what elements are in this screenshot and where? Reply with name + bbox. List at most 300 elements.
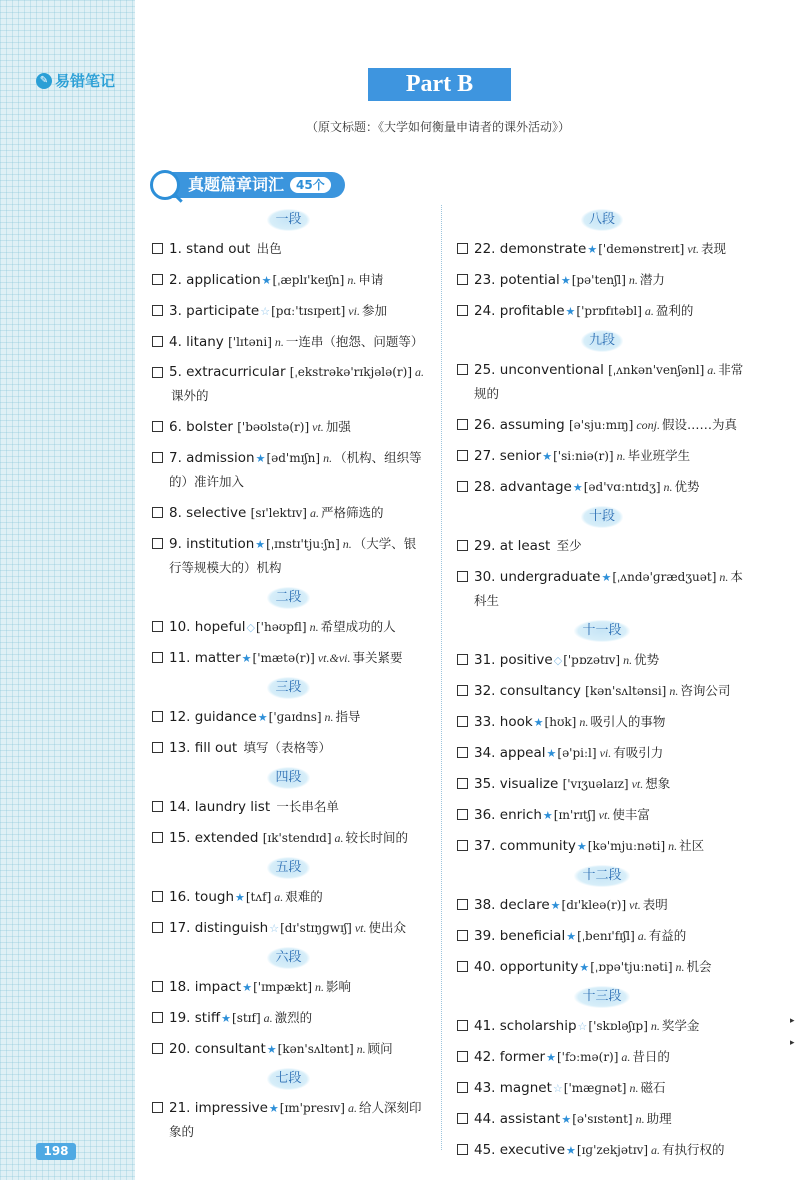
entry-meaning: 助理 — [646, 1110, 672, 1126]
entry-pos: n. — [324, 709, 334, 724]
entry-pos: n. — [635, 1111, 645, 1126]
entry-word: 42. former — [474, 1048, 546, 1065]
checkbox[interactable] — [152, 367, 163, 378]
entry-meaning: 有执行权的 — [662, 1141, 725, 1157]
paragraph-header — [152, 586, 425, 608]
entry-meaning: 昔日的 — [632, 1048, 670, 1064]
entry-word: 7. admission — [169, 449, 255, 466]
entry-text — [474, 1076, 747, 1100]
frequency-star-icon: ★ — [546, 1050, 556, 1064]
entry-pos: n. — [650, 1018, 660, 1033]
entry-word: 24. profitable — [474, 302, 565, 319]
vocab-entry — [457, 1072, 747, 1103]
checkbox[interactable] — [152, 652, 163, 663]
entry-phonetic: [kə'mjuːnəti] — [587, 838, 666, 853]
paragraph-label: 七段 — [267, 1068, 309, 1090]
checkbox[interactable] — [457, 809, 468, 820]
entry-phonetic: [pə'tenʃl] — [571, 272, 626, 287]
entry-pos: vt. — [687, 241, 700, 256]
checkbox[interactable] — [152, 1012, 163, 1023]
entry-text — [474, 565, 747, 613]
entry-meaning: 申请 — [358, 271, 384, 287]
checkbox[interactable] — [152, 336, 163, 347]
checkbox[interactable] — [457, 540, 468, 551]
entry-phonetic: [stɪf] — [232, 1010, 261, 1025]
checkbox[interactable] — [457, 1051, 468, 1062]
vocab-entry — [152, 326, 425, 357]
checkbox[interactable] — [457, 243, 468, 254]
entry-word: 13. fill out — [169, 739, 238, 756]
entry-text — [474, 710, 747, 734]
entry-text — [474, 1107, 747, 1131]
entry-word: 31. positive — [474, 651, 553, 668]
vocab-entry — [152, 233, 425, 264]
entry-meaning: 事关紧要 — [352, 649, 403, 665]
entry-phonetic: ['mætə(r)] — [252, 650, 315, 665]
entry-pos: vt. — [354, 920, 367, 935]
entry-phonetic: [dɪ'kleə(r)] — [561, 897, 627, 912]
entry-pos: vi. — [599, 745, 612, 760]
entry-pos: vi. — [348, 303, 360, 318]
checkbox[interactable] — [457, 1082, 468, 1093]
entry-text — [169, 361, 425, 408]
checkbox[interactable] — [457, 571, 468, 582]
entry-meaning: 一长串名单 — [276, 798, 339, 814]
checkbox[interactable] — [457, 274, 468, 285]
entry-pos: a. — [347, 1100, 357, 1115]
entry-phonetic: [əd'mɪʃn] — [266, 450, 321, 465]
entry-meaning: 本科生 — [474, 568, 743, 608]
vocab-entry — [152, 528, 425, 583]
entry-meaning: 课外的 — [171, 387, 209, 403]
sidebar-panel — [0, 0, 135, 1180]
entry-text — [474, 679, 747, 703]
entry-pos: vt. — [598, 807, 611, 822]
vocab-entry — [152, 971, 425, 1002]
entry-pos: a. — [274, 889, 284, 904]
entry-pos: n. — [274, 334, 284, 349]
entry-text — [169, 826, 425, 850]
vocab-entry — [457, 1103, 747, 1134]
entry-meaning: 指导 — [335, 708, 361, 724]
entry-text — [169, 1006, 425, 1030]
entry-text — [474, 534, 747, 558]
checkbox[interactable] — [457, 481, 468, 492]
entry-text — [474, 1045, 747, 1069]
entry-meaning: 优势 — [674, 478, 700, 494]
entry-meaning: 至少 — [556, 537, 582, 553]
entry-meaning: 盈利的 — [655, 302, 694, 318]
paragraph-label: 十段 — [581, 506, 623, 528]
entry-pos: n. — [629, 1080, 639, 1095]
entry-meaning: 较长时间的 — [345, 829, 409, 845]
checkbox[interactable] — [457, 419, 468, 430]
vocab-entry — [457, 675, 747, 706]
entry-text — [474, 444, 747, 468]
frequency-star-icon: ☆ — [260, 304, 271, 318]
entry-pos: n. — [628, 272, 638, 287]
paragraph-header — [457, 619, 747, 641]
entry-meaning: 咨询公司 — [680, 682, 731, 698]
vocab-entry — [457, 1041, 747, 1072]
margin-arrow-icon: ▸ — [790, 1016, 795, 1026]
entry-meaning: 希望成功的人 — [320, 618, 396, 634]
entry-meaning: 影响 — [326, 978, 352, 994]
entry-word: 4. litany — [169, 333, 224, 350]
checkbox[interactable] — [152, 742, 163, 753]
entry-text — [169, 501, 425, 525]
checkbox[interactable] — [152, 922, 163, 933]
vocab-entry — [152, 881, 425, 912]
entry-word: 9. institution — [169, 535, 255, 552]
entry-meaning: 非常规的 — [474, 361, 744, 401]
entry-phonetic: [ə'piːl] — [557, 745, 597, 760]
entry-phonetic: [əd'vɑːntɪdʒ] — [583, 479, 661, 494]
checkbox[interactable] — [152, 981, 163, 992]
entry-word: 20. consultant — [169, 1040, 266, 1057]
entry-word: 5. extracurricular — [169, 363, 286, 380]
checkbox[interactable] — [152, 305, 163, 316]
entry-phonetic: ['prɒfɪtəbl] — [576, 303, 642, 318]
entry-word: 30. undergraduate — [474, 568, 601, 585]
entry-word: 28. advantage — [474, 478, 572, 495]
entry-meaning: 给人深刻印象的 — [169, 1099, 422, 1139]
entry-text — [474, 893, 747, 917]
vocab-entry — [457, 530, 747, 561]
entry-word: 37. community — [474, 837, 576, 854]
entry-phonetic: [tʌf] — [245, 889, 272, 904]
checkbox[interactable] — [152, 891, 163, 902]
pen-icon: ✎ — [36, 73, 52, 89]
entry-text — [169, 646, 425, 670]
frequency-star-icon: ★ — [261, 273, 272, 287]
frequency-star-icon: ★ — [550, 898, 561, 912]
checkbox[interactable] — [152, 801, 163, 812]
vocab-entry — [457, 951, 747, 982]
vocab-entry — [152, 611, 425, 642]
entry-word: 36. enrich — [474, 806, 542, 823]
paragraph-header — [457, 208, 747, 230]
section-label: 真题篇章词汇 — [188, 175, 285, 194]
vocab-entry — [152, 642, 425, 673]
entry-phonetic: [ˌʌndə'ɡrædʒuət] — [612, 569, 717, 584]
frequency-star-icon: ★ — [546, 746, 557, 760]
entry-text — [169, 330, 425, 354]
entry-meaning: （机构、组织等的）准许加入 — [169, 449, 422, 489]
checkbox[interactable] — [152, 832, 163, 843]
entry-phonetic: [ɪn'rɪtʃ] — [553, 807, 596, 822]
checkbox[interactable] — [457, 1113, 468, 1124]
entry-word: 39. beneficial — [474, 927, 566, 944]
page-title: Part B — [368, 68, 511, 101]
vocab-entry — [152, 1033, 425, 1064]
entry-phonetic: [kən'sʌltənt] — [277, 1041, 354, 1056]
margin-marks — [790, 1010, 795, 1054]
checkbox[interactable] — [152, 452, 163, 463]
checkbox[interactable] — [457, 716, 468, 727]
entry-phonetic: ['vɪʒuəlaɪz] — [562, 776, 629, 791]
entry-meaning: 有益的 — [648, 927, 687, 943]
entry-phonetic: ['siːniə(r)] — [553, 448, 614, 463]
magnifier-icon — [150, 170, 180, 200]
entry-phonetic: [ˌɒpə'tjuːnəti] — [590, 959, 673, 974]
vocab-entry — [457, 1134, 747, 1165]
checkbox[interactable] — [457, 685, 468, 696]
entry-text — [474, 1138, 747, 1162]
vocab-entry — [457, 354, 747, 409]
vocab-entry — [457, 1010, 747, 1041]
entry-pos: n. — [342, 536, 352, 551]
entry-pos: n. — [347, 272, 357, 287]
entry-word: 10. hopeful — [169, 618, 246, 635]
entry-text — [474, 834, 747, 858]
entry-meaning: 一连串（抱怨、问题等） — [285, 333, 424, 349]
brand-text: 易错笔记 — [55, 72, 116, 90]
entry-phonetic: [ˌbenɪ'fɪʃl] — [577, 928, 635, 943]
entry-pos: n. — [623, 652, 633, 667]
entry-word: 27. senior — [474, 447, 542, 464]
frequency-star-icon: ★ — [587, 242, 598, 256]
vocab-entry — [152, 1002, 425, 1033]
checkbox[interactable] — [457, 450, 468, 461]
entry-pos: a. — [637, 928, 647, 943]
entry-pos: n. — [309, 619, 319, 634]
entry-word: 23. potential — [474, 271, 560, 288]
right-word-column — [457, 205, 747, 1165]
entry-phonetic: [sɪ'lektɪv] — [250, 505, 307, 520]
entry-meaning: 填写（表格等） — [243, 739, 331, 755]
vocab-entry — [152, 912, 425, 943]
entry-phonetic: [ˌɪnstɪ'tjuːʃn] — [266, 536, 340, 551]
paragraph-header — [152, 208, 425, 230]
entry-meaning: 表明 — [642, 896, 668, 912]
entry-phonetic: ['ɪmpækt] — [253, 979, 313, 994]
paragraph-label: 十二段 — [574, 865, 629, 887]
entry-text — [169, 615, 425, 639]
entry-text — [169, 975, 425, 999]
entry-phonetic: [kən'sʌltənsi] — [585, 683, 667, 698]
entry-pos: n. — [323, 450, 333, 465]
vocab-entry — [152, 497, 425, 528]
entry-text — [169, 446, 425, 494]
entry-meaning: 艰难的 — [285, 888, 323, 904]
frequency-star-icon: ★ — [566, 1143, 576, 1157]
entry-phonetic: [dɪ'stɪŋɡwɪʃ] — [280, 920, 352, 935]
entry-meaning: 表现 — [701, 240, 727, 256]
entry-word: 15. extended — [169, 829, 259, 846]
vocab-entry — [152, 295, 425, 326]
checkbox[interactable] — [457, 654, 468, 665]
entry-word: 17. distinguish — [169, 919, 269, 936]
margin-arrow-icon: ▸ — [790, 1038, 795, 1048]
entry-phonetic: ['ɡaɪdns] — [268, 709, 322, 724]
entry-text — [169, 415, 425, 439]
entry-word: 41. scholarship — [474, 1017, 577, 1034]
entry-text — [169, 885, 425, 909]
entry-phonetic: [ɪɡ'zekjətɪv] — [576, 1142, 649, 1157]
entry-meaning: 磁石 — [640, 1079, 666, 1095]
checkbox[interactable] — [152, 1043, 163, 1054]
checkbox[interactable] — [152, 274, 163, 285]
entry-word: 3. participate — [169, 302, 260, 319]
entry-pos: n. — [616, 448, 626, 463]
vocab-entry — [457, 768, 747, 799]
vocab-entry — [152, 442, 425, 497]
entry-pos: a. — [644, 303, 654, 318]
frequency-star-icon: ★ — [255, 451, 266, 465]
entry-meaning: 机会 — [686, 958, 712, 974]
checkbox[interactable] — [457, 747, 468, 758]
paragraph-header — [152, 856, 425, 878]
entry-word: 14. laundry list — [169, 798, 271, 815]
frequency-star-icon: ★ — [542, 449, 553, 463]
paragraph-header — [457, 505, 747, 527]
entry-text — [474, 358, 747, 406]
entry-word: 1. stand out — [169, 240, 251, 257]
checkbox[interactable] — [152, 421, 163, 432]
entry-text — [169, 705, 425, 729]
entry-meaning: 优势 — [634, 651, 660, 667]
frequency-star-icon: ★ — [266, 1042, 277, 1056]
entry-text — [474, 955, 747, 979]
entry-text — [474, 648, 747, 672]
entry-pos: n. — [668, 838, 678, 853]
checkbox[interactable] — [457, 1020, 468, 1031]
frequency-star-icon: ★ — [257, 710, 268, 724]
checkbox[interactable] — [152, 621, 163, 632]
entry-pos: a. — [309, 505, 319, 520]
entry-phonetic: [ˌæplɪ'keɪʃn] — [272, 272, 345, 287]
frequency-star-icon: ◇ — [553, 653, 563, 667]
entry-meaning: 吸引人的事物 — [590, 713, 666, 729]
checkbox[interactable] — [457, 930, 468, 941]
checkbox[interactable] — [152, 1102, 163, 1113]
entry-pos: a. — [707, 362, 717, 377]
vocab-entry — [152, 791, 425, 822]
entry-meaning: 严格筛选的 — [320, 504, 384, 520]
checkbox[interactable] — [457, 1144, 468, 1155]
paragraph-label: 九段 — [581, 330, 623, 352]
frequency-star-icon: ★ — [560, 273, 571, 287]
entry-word: 16. tough — [169, 888, 234, 905]
paragraph-header — [457, 329, 747, 351]
entry-word: 33. hook — [474, 713, 533, 730]
entry-text — [169, 299, 425, 323]
checkbox[interactable] — [152, 243, 163, 254]
paragraph-header — [457, 864, 747, 886]
entry-pos: n. — [669, 683, 679, 698]
frequency-star-icon: ★ — [566, 929, 577, 943]
entry-word: 6. bolster — [169, 418, 233, 435]
checkbox[interactable] — [457, 305, 468, 316]
entry-word: 11. matter — [169, 649, 241, 666]
checkbox[interactable] — [152, 507, 163, 518]
entry-text — [169, 795, 425, 819]
checkbox[interactable] — [457, 899, 468, 910]
vocab-entry — [457, 644, 747, 675]
vocab-entry — [457, 920, 747, 951]
entry-meaning: （大学、银行等规模大的）机构 — [169, 535, 417, 575]
entry-pos: n. — [579, 714, 589, 729]
vocab-entry — [152, 264, 425, 295]
checkbox[interactable] — [152, 538, 163, 549]
entry-word: 19. stiff — [169, 1009, 221, 1026]
entry-meaning: 毕业班学生 — [627, 447, 691, 463]
vocab-entry — [457, 737, 747, 768]
entry-phonetic: ['demənstreɪt] — [598, 241, 685, 256]
vocab-entry — [457, 561, 747, 616]
entry-meaning: 奖学金 — [661, 1017, 700, 1033]
entry-pos: n. — [315, 979, 325, 994]
checkbox[interactable] — [457, 961, 468, 972]
entry-pos: n. — [719, 569, 729, 584]
paragraph-label: 一段 — [267, 209, 309, 231]
entry-word: 34. appeal — [474, 744, 546, 761]
frequency-star-icon: ★ — [533, 715, 544, 729]
checkbox[interactable] — [457, 778, 468, 789]
entry-text — [169, 1037, 425, 1061]
paragraph-label: 六段 — [267, 947, 309, 969]
entry-pos: n. — [663, 479, 673, 494]
entry-meaning: 参加 — [361, 302, 387, 318]
vocab-entry — [152, 701, 425, 732]
frequency-star-icon: ◇ — [246, 620, 255, 634]
frequency-star-icon: ★ — [235, 890, 245, 904]
vocab-entry — [457, 264, 747, 295]
entry-word: 32. consultancy — [474, 682, 581, 699]
entry-pos: a. — [415, 364, 425, 379]
vocab-entry — [457, 799, 747, 830]
entry-phonetic: ['mæɡnət] — [563, 1080, 627, 1095]
entry-pos: conj. — [636, 417, 661, 432]
frequency-star-icon: ★ — [255, 537, 266, 551]
checkbox[interactable] — [152, 711, 163, 722]
vocab-entry — [152, 411, 425, 442]
paragraph-label: 四段 — [267, 767, 309, 789]
entry-word: 43. magnet — [474, 1079, 552, 1096]
paragraph-label: 二段 — [267, 587, 309, 609]
entry-text — [474, 803, 747, 827]
frequency-star-icon: ★ — [572, 480, 583, 494]
entry-phonetic: [ə'sjuːmɪŋ] — [568, 417, 634, 432]
page-number: 198 — [36, 1143, 76, 1160]
paragraph-label: 十三段 — [574, 986, 629, 1008]
entry-phonetic: [ɪk'stendɪd] — [262, 830, 332, 845]
page-subtitle: （原文标题：《大学如何衡量申请者的课外活动》） — [305, 120, 570, 134]
vocab-entry — [457, 233, 747, 264]
entry-pos: vt. — [631, 776, 644, 791]
entry-phonetic: [pɑː'tɪsɪpeɪt] — [271, 303, 346, 318]
entry-meaning: 假设……为真 — [662, 416, 738, 432]
entry-text — [474, 741, 747, 765]
entry-text — [169, 532, 425, 580]
paragraph-header — [152, 946, 425, 968]
entry-phonetic: [hʊk] — [544, 714, 577, 729]
entry-text — [169, 736, 425, 760]
brand-label — [36, 70, 115, 91]
entry-meaning: 出色 — [256, 240, 282, 256]
entry-text — [169, 268, 425, 292]
checkbox[interactable] — [457, 364, 468, 375]
frequency-star-icon: ☆ — [269, 921, 280, 935]
frequency-star-icon: ★ — [576, 839, 587, 853]
entry-meaning: 想象 — [645, 775, 671, 791]
checkbox[interactable] — [457, 840, 468, 851]
entry-word: 29. at least — [474, 537, 551, 554]
entry-phonetic: [ɪm'presɪv] — [279, 1100, 345, 1115]
entry-word: 35. visualize — [474, 775, 559, 792]
entry-text — [474, 237, 747, 261]
